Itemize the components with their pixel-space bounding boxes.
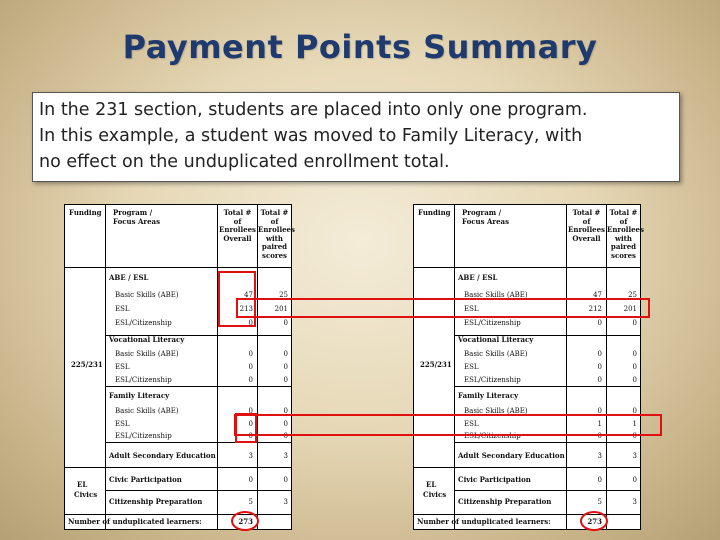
funding-civics: Civics (74, 490, 98, 499)
highlight-oval-total (231, 511, 259, 531)
unduplicated-total: 273 (587, 517, 602, 526)
unduplicated-label: Number of unduplicated learners: (68, 517, 202, 526)
cell-value: 0 (632, 319, 637, 327)
header-total-l1: Total # (572, 208, 601, 217)
row-civic-participation: Civic Participation (458, 475, 531, 484)
cell-value: 0 (597, 476, 602, 484)
highlight-row-esl-family (234, 414, 662, 436)
header-total-l3: Enrollees (568, 225, 605, 234)
cell-value: 47 (244, 291, 253, 299)
cell-value: 0 (283, 476, 288, 484)
unduplicated-total: 273 (238, 517, 253, 526)
header-paired-l6: scores (262, 250, 287, 260)
header-program-l2: Focus Areas (113, 217, 161, 226)
cell-value: 0 (283, 407, 288, 415)
row-adult-secondary: Adult Secondary Education (109, 451, 216, 460)
header-program-l1: Program / (113, 208, 153, 217)
cell-value: 0 (597, 363, 602, 371)
row-label: ESL (115, 305, 130, 313)
row-label: Basic Skills (ABE) (464, 407, 528, 415)
cell-value: 0 (597, 376, 602, 384)
row-civic-participation: Civic Participation (109, 475, 182, 484)
cell-value: 5 (248, 498, 253, 506)
row-citizenship-prep: Citizenship Preparation (458, 497, 552, 506)
cell-value: 0 (597, 432, 602, 440)
cell-value: 0 (283, 376, 288, 384)
cell-value: 0 (283, 350, 288, 358)
header-paired-l1: Total # (609, 208, 638, 217)
cell-value: 3 (632, 452, 637, 460)
cell-value: 0 (283, 420, 288, 428)
cell-value: 201 (623, 305, 637, 313)
header-funding: Funding (418, 208, 451, 217)
cell-value: 0 (597, 350, 602, 358)
header-total-l4: Overall (572, 233, 601, 243)
header-total-l1: Total # (223, 208, 252, 217)
row-label: ESL (464, 305, 479, 313)
cell-value: 0 (632, 363, 637, 371)
header-program-l1: Program / (462, 208, 502, 217)
cell-value: 0 (248, 407, 253, 415)
cell-value: 0 (248, 376, 253, 384)
highlight-row-esl-abe (236, 298, 650, 318)
row-label: Basic Skills (ABE) (115, 407, 179, 415)
cell-value: 1 (632, 420, 637, 428)
row-label: ESL/Citizenship (115, 432, 172, 440)
callout-line-2: In this example, a student was moved to Family Literacy, with (39, 126, 583, 146)
cell-value: 3 (632, 498, 637, 506)
header-total-l3: Enrollees (219, 225, 256, 234)
row-label: ESL (115, 420, 130, 428)
header-paired-l5: paired (610, 242, 637, 251)
header-paired-l5: paired (261, 242, 288, 251)
cell-value: 212 (588, 305, 602, 313)
row-label: Basic Skills (ABE) (115, 291, 179, 299)
cell-value: 3 (248, 452, 253, 460)
row-label: Basic Skills (ABE) (464, 291, 528, 299)
funding-225-231: 225/231 (420, 360, 452, 369)
cell-value: 5 (597, 498, 602, 506)
cell-value: 0 (283, 432, 288, 440)
funding-civics: Civics (423, 490, 447, 499)
row-label: ESL/Citizenship (464, 432, 521, 440)
cell-value: 0 (283, 363, 288, 371)
cell-value: 0 (632, 407, 637, 415)
cell-value: 0 (248, 420, 253, 428)
header-paired-l3: Enrollees (258, 225, 295, 234)
header-paired-l6: scores (611, 250, 636, 260)
row-label: ESL (464, 363, 479, 371)
row-adult-secondary: Adult Secondary Education (458, 451, 565, 460)
funding-el: EL (426, 480, 437, 489)
row-label: Basic Skills (ABE) (464, 350, 528, 358)
header-paired-l4: with (614, 233, 632, 243)
row-label: ESL/Citizenship (464, 376, 521, 384)
header-paired-l2: of (270, 216, 279, 226)
cell-value: 0 (248, 350, 253, 358)
group-abe-esl: ABE / ESL (458, 273, 498, 282)
header-funding: Funding (69, 208, 102, 217)
cell-value: 0 (248, 432, 253, 440)
cell-value: 0 (632, 476, 637, 484)
row-label: ESL/Citizenship (464, 319, 521, 327)
group-vocational: Vocational Literacy (458, 335, 534, 344)
cell-value: 25 (628, 291, 637, 299)
group-family: Family Literacy (458, 391, 519, 400)
cell-value: 3 (283, 452, 288, 460)
header-total-l2: of (233, 216, 242, 226)
cell-value: 0 (248, 476, 253, 484)
funding-225-231: 225/231 (71, 360, 103, 369)
callout-line-3: no effect on the unduplicated enrollment total. (39, 152, 450, 172)
header-paired-l4: with (265, 233, 283, 243)
cell-value: 0 (597, 407, 602, 415)
row-citizenship-prep: Citizenship Preparation (109, 497, 203, 506)
cell-value: 47 (593, 291, 602, 299)
header-total-l4: Overall (223, 233, 252, 243)
header-total-l2: of (582, 216, 591, 226)
row-label: ESL/Citizenship (115, 376, 172, 384)
cell-value: 0 (632, 350, 637, 358)
funding-el: EL (77, 480, 88, 489)
cell-value: 0 (597, 319, 602, 327)
group-family: Family Literacy (109, 391, 170, 400)
cell-value: 1 (597, 420, 602, 428)
cell-value: 213 (239, 305, 253, 313)
summary-table-before (64, 204, 295, 530)
cell-value: 201 (274, 305, 288, 313)
cell-value: 3 (283, 498, 288, 506)
group-vocational: Vocational Literacy (109, 335, 185, 344)
highlight-oval-total (580, 511, 608, 531)
header-paired-l2: of (619, 216, 628, 226)
cell-value: 3 (597, 452, 602, 460)
cell-value: 0 (248, 363, 253, 371)
slide-title: Payment Points Summary (122, 28, 598, 66)
row-label: ESL (464, 420, 479, 428)
explanation-callout (32, 92, 680, 182)
cell-value: 25 (279, 291, 288, 299)
callout-line-1: In the 231 section, students are placed into only one program. (39, 100, 588, 120)
row-label: Basic Skills (ABE) (115, 350, 179, 358)
header-paired-l3: Enrollees (607, 225, 644, 234)
cell-value: 0 (632, 432, 637, 440)
header-paired-l1: Total # (260, 208, 289, 217)
row-label: ESL/Citizenship (115, 319, 172, 327)
header-program-l2: Focus Areas (462, 217, 510, 226)
unduplicated-label: Number of unduplicated learners: (417, 517, 551, 526)
cell-value: 0 (632, 376, 637, 384)
cell-value: 0 (248, 319, 253, 327)
group-abe-esl: ABE / ESL (109, 273, 149, 282)
cell-value: 0 (283, 319, 288, 327)
summary-table-after (413, 204, 644, 530)
row-label: ESL (115, 363, 130, 371)
